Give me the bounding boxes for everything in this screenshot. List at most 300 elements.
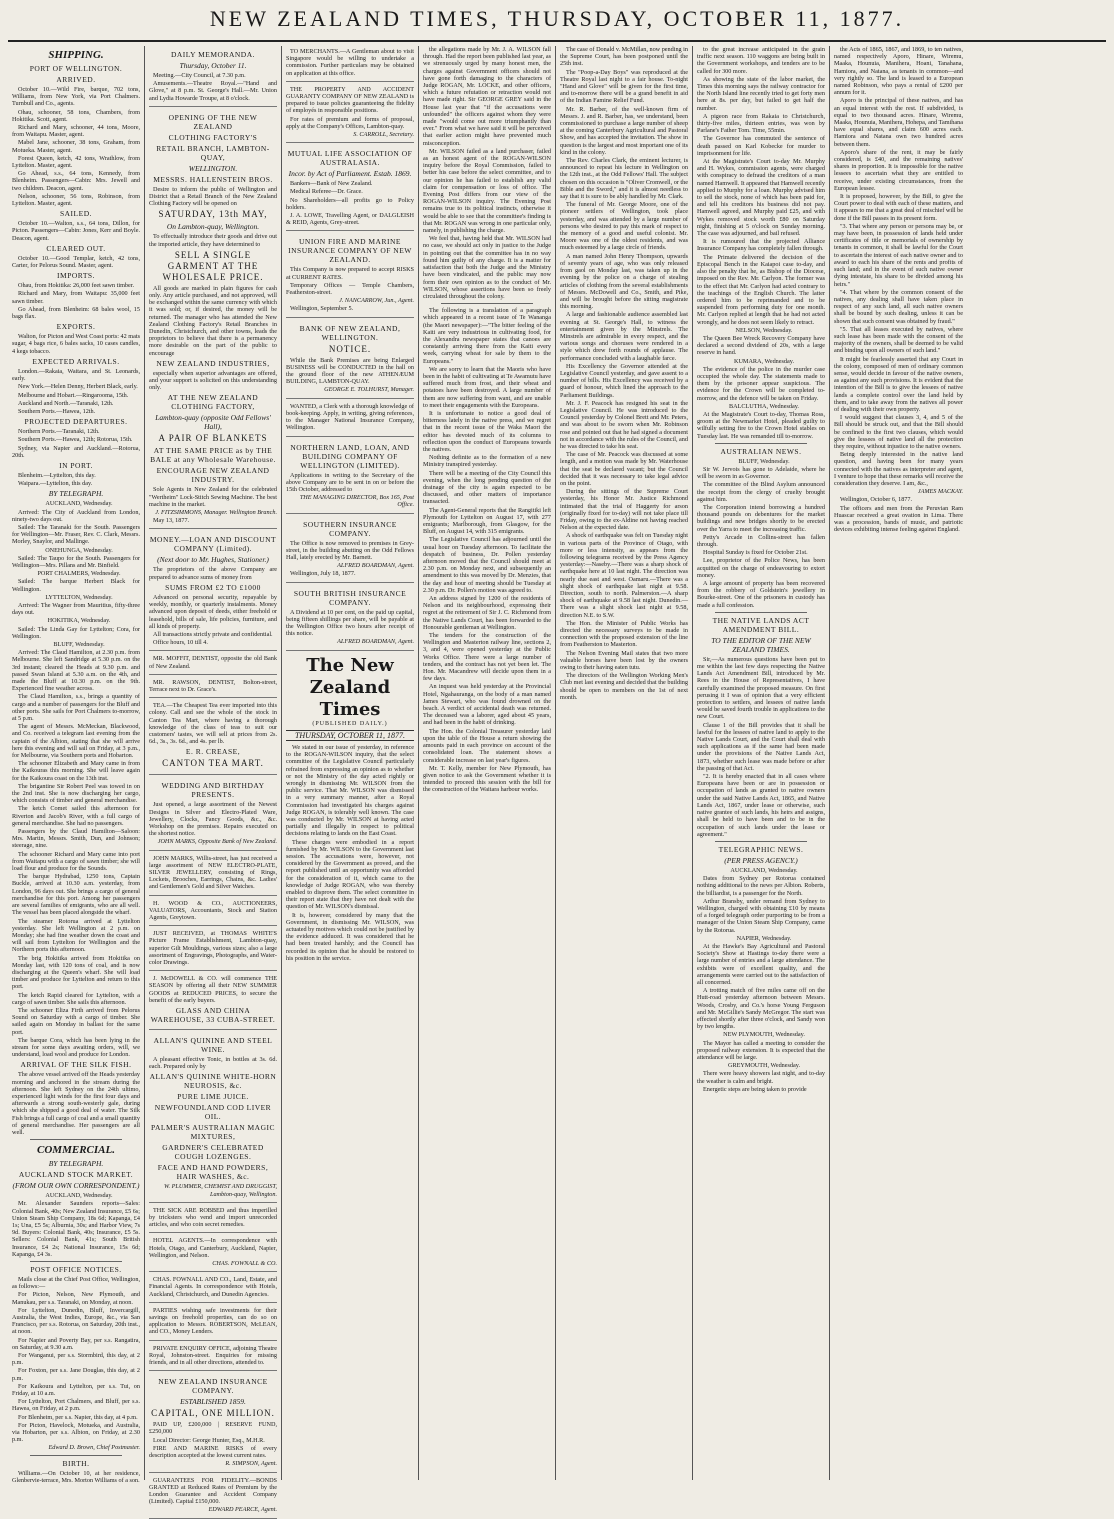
list-item: Melbourne and Hobart.—Ringarooma, 15th. xyxy=(18,391,129,399)
ad-tea-mart xyxy=(149,700,277,775)
ad-heading: ENCOURAGE NEW ZEALAND INDUSTRY. xyxy=(156,466,270,485)
dateline: HOKITIKA, Wednesday. xyxy=(47,617,111,625)
paragraph: His Excellency the Governor attended at the Legislative Council yesterday, and gave assent to a number of bills. His Excellency was received by a guard of honour, which lined the approach to the Parliament Buildings. xyxy=(560,362,688,399)
paragraph: Mr. WILSON failed as a land purchaser, failed as an honest agent of the ROGAN-WILSON inquiry before the Royal Commission, failed to better his case before the select committee, and to our opinion he has failed to establish any valid claim for compensation or loss of office. The Evening Post differs from our view of the ROGAN-WILSON inquiry. The Evening Post remains true to its political instincts, otherwise it would be able to see that the committee's finding is that Mr. ROGAN was wrong in one particular only, namely, in publishing the charge. xyxy=(423,147,551,235)
to-editor-line: TO THE EDITOR OF THE NEW ZEALAND TIMES. xyxy=(711,635,811,654)
list-item: New York.—Helen Denny, Herbert Black, early. xyxy=(18,383,138,391)
paragraph: For rates of premium and forms of proposal, apply at the Company's Offices, Lambton-quay. xyxy=(286,115,414,130)
ad-wanted-clerk xyxy=(286,401,414,437)
paragraph: The schooner Richard and Mary came into port from Waitapu with a cargo of sawn timber; she will load flour and produce for the Sounds. xyxy=(12,850,140,873)
flag-title: The New Zealand Times xyxy=(306,654,394,720)
columns xyxy=(8,46,1106,1514)
paragraph: The Hon. the Colonial Treasurer yesterday laid upon the table of the House a return showing the amounts paid in each province on account of the consolidated loan. The statement shows a considerable increase on last year's figures. xyxy=(423,727,551,764)
paragraph: Arrived: The Claud Hamilton, at 2.30 p.m. from Melbourne. She left Sandridge at 5.30 p.m. on the 3rd instant; cleared the Heads at 9.30 p.m. and passed Swan Island at 5.30 a.m. on the 4th, and made the Bluff at 10.30 p.m. on the 9th. Experienced fine weather across. xyxy=(12,649,140,693)
paragraph: Office hours, 10 till 4. xyxy=(153,639,208,647)
dateline: NEW PLYMOUTH, Wednesday. xyxy=(723,1031,805,1039)
paragraph: MR. RAWSON, DENTIST, Bolton-street, Terrace next to Dr. Grace's. xyxy=(149,678,277,693)
dateline: AUCKLAND, Wednesday. xyxy=(730,866,798,874)
ad-heading: BANK OF NEW ZEALAND, WELLINGTON. xyxy=(299,323,401,342)
paragraph: the Acts of 1865, 1867, and 1869, to ten natives, named respectively Aporo, Hinare, Wiremu, Maaka, Hounuia, Manihera, Hoani, Tanahana, Hamiora, and Natana, as tenants in common—and very rightly so. The land is leased to a European named Robinson, who pays a rental of £200 per annum for it. xyxy=(834,46,963,97)
projected-heading: PROJECTED DEPARTURES. xyxy=(24,417,128,427)
paragraph: Lee, proprietor of the Police News, has been acquitted on the charge of endeavouring to extort money. xyxy=(697,557,825,579)
paragraph: There were heavy showers last night, and to-day the weather is calm and bright. xyxy=(697,1070,825,1085)
flag-subtitle: (PUBLISHED DAILY.) xyxy=(312,720,388,727)
ad-fownall xyxy=(149,1274,277,1303)
paragraph: Petty's Arcade in Collins-street has fallen through. xyxy=(697,533,825,548)
paragraph: Sailed: The barque Herbert Black for Wellington. xyxy=(12,578,140,593)
list-item: Ohau, schooner, 58 tons, Chambers, from Hokitika. Scott, agent. xyxy=(12,108,140,123)
paragraph: The ketch Rapid cleared for Lyttelton, with a cargo of sawn timber. She sails this afternoon. xyxy=(12,991,140,1006)
paragraph: The committee of the Blind Asylum announced the receipt from the clergy of cruelty brought against him. xyxy=(697,481,825,503)
signature: J. FITZSIMMONS, Manager. Wellington Branch. xyxy=(155,509,277,517)
list-item: Walton, for Picton and West Coast ports: 42 mats sugar, 4 bags rice, 6 bales sacks, 10 cases candles, 4 kegs tobacco. xyxy=(12,333,140,355)
paragraph: Amusements.—Theatre Royal.—"Hand and Glove," at 8 p.m. St. George's Hall.—Mr. Union and Lydia Howarde Troupe, at 8 o'clock. xyxy=(149,80,277,102)
paragraph: Sir,—As numerous questions have been put to me within the last few days respecting the Native Lands Act Amendment Bill, introduced by Mr. Rees in the House of Representatives, I have carefully examined the proposed measure. On first perusing it I was of opinion that a very efficient protection to settlers, and lessees of native lands would be saved fourth trouble in applications to the new Court. xyxy=(697,655,825,721)
signature: GEORGE E. TOLHURST, Manager. xyxy=(324,386,414,394)
ad-heading: ALLAN'S QUININE WHITE-HORN NEUROSIS, &c. xyxy=(149,1072,277,1091)
ad-heading: RETAIL BRANCH, LAMBTON-QUAY, xyxy=(156,143,270,162)
ad-southern-insurance xyxy=(286,516,414,583)
ad-subheading: WELLINGTON. xyxy=(188,163,238,173)
flag-date: THURSDAY, OCTOBER 11, 1877. xyxy=(286,730,414,741)
memo-heading: DAILY MEMORANDA. xyxy=(170,50,256,59)
silk-fish-heading: ARRIVAL OF THE SILK FISH. xyxy=(20,1060,132,1070)
paragraph: Energetic steps are being taken to provide xyxy=(703,1085,807,1093)
ad-loan-company xyxy=(149,531,277,651)
paragraph: WANTED, a Clerk with a thorough knowledge of book-keeping. Apply, in writing, giving references, to the Manager National Insurance Company, Wellington. xyxy=(286,402,414,432)
ad-date: Wellington, September 5. xyxy=(290,305,354,313)
paragraph: The brig Hokitika arrived from Hokitika on Monday last, with 120 tons of coal, and is now discharging at the Queen's wharf. She will load timber and produce for Lyttelton and return to this port. xyxy=(12,954,140,991)
paragraph: The Claud Hamilton, s.s., brings a quantity of cargo and a number of passengers for the Bluff and other ports. She sails for Port Chalmers to-morrow, at 5 p.m. xyxy=(12,693,140,723)
letter-date: Wellington, October 6, 1877. xyxy=(840,496,913,504)
paragraph: The Governor has commuted the sentence of death passed on Karl Kobecke for murder to imprisonment for life. xyxy=(697,135,825,157)
paragraph: Sailed: The Linda Gay for Lyttelton; Cora, for Wellington. xyxy=(12,625,140,640)
press-agency-line: (PER PRESS AGENCY.) xyxy=(724,855,798,865)
paragraph: Mr. J. F. Peacock has resigned his seat in the Legislative Council. He was introduced to the Council yesterday by Colonel Brett and Mr. Peters, and was about to be sworn when Mr. Robinson rose and pointed out that he had signed a document not in accordance with the rules of the Council, and he was directed to take his seat. xyxy=(560,399,688,450)
ad-wedding-presents xyxy=(149,777,277,850)
paragraph: The Hon. the Minister of Public Works has directed the necessary surveys to be made in connection with the proposed extension of the line from Featherston to Masterton. xyxy=(560,619,688,649)
ad-heading: GLASS AND CHINA WAREHOUSE, 33 CUBA-STREET. xyxy=(150,1006,276,1025)
list-item: Sydney, via Napier and Auckland.—Rotorua, 20th. xyxy=(12,444,140,459)
list-item: For Lyttelton, Port Chalmers, and Bluff, per s.s. Hawea, on Friday, at 2 p.m. xyxy=(12,1398,140,1413)
paragraph: A pigeon race from Rakaia to Christchurch, thirty-five miles, thirteen entries, was won by Parlane's Father Tom. Time, 55min. xyxy=(697,112,825,135)
paragraph: Sole Agents in New Zealand for the celebrated "Wertheim" Lock-Stitch Sewing Machine. The best machine in the market. xyxy=(149,486,277,508)
paragraph: Williams.—On October 10, at her residence, Glenbervie-terrace, Mrs. Morton Williams of a son. xyxy=(12,1469,140,1484)
ad-heading: AT THE NEW ZEALAND CLOTHING FACTORY, xyxy=(167,393,259,412)
subheading: (FROM OUR OWN CORRESPONDENT.) xyxy=(12,1181,140,1191)
dateline: BALCLUTHA, Wednesday. xyxy=(729,402,799,410)
list-item: Auckland and North.—Taranaki, 12th. xyxy=(18,399,114,407)
paragraph: Meeting.—City Council, at 7.30 p.m. xyxy=(153,72,246,79)
paragraph: The directors of the Wellington Working Men's Club met last evening and decided that the building should be open to members on the 1st of next month. xyxy=(560,672,688,701)
ad-heading: E. R. CREASE, xyxy=(185,747,241,757)
column-3 xyxy=(282,46,419,1480)
paragraph: To effectually introduce their goods and drive out the imported article, they have determined to xyxy=(149,233,277,248)
paragraph: The Office is now removed to premises in Grey-street, in the building abutting on the Odd Fellows Hall, lately erected by Mr. Barnett. xyxy=(286,539,414,561)
dateline: GREYMOUTH, Wednesday. xyxy=(727,1062,801,1070)
dateline: AUCKLAND, Wednesday. xyxy=(45,1192,113,1200)
list-item: For Picton, Nelson, New Plymouth, and Manukau, per s.s. Taranaki, on Monday, at noon. xyxy=(12,1291,140,1306)
paragraph: The "Poop-a-Day Boys" was reproduced at the Theatre Royal last night to a fair house. To-night "Hand and Glove" will be given for the first time, and to-morrow there will be a grand benefit in aid of the Indian Famine Relief Fund. xyxy=(560,68,688,105)
paragraph: to the great increase anticipated in the grain traffic next season. 110 waggons are being built in the Government workshops, and tenders are to be called for 300 more. xyxy=(697,46,825,75)
paragraph: The Nelson Evening Mail states that two more valuable horses have been lost by the owners owing to their having eaten tutu. xyxy=(560,649,688,672)
paragraph: Mails close at the Chief Post Office, Wellington, as follows:— xyxy=(12,1276,140,1291)
paragraph: FIRE AND MARINE RISKS of every description accepted at the lowest current rates. xyxy=(149,1444,277,1460)
paragraph: The evidence of the police in the murder case occupied the whole day. The statements made to them by the prisoner appear suspicious. The evidence for the Crown will be completed to-morrow, and the defence will be taken on Friday. xyxy=(697,365,825,402)
column-2 xyxy=(145,46,282,1514)
paragraph: No Shareholders—all profits go to Policy holders. xyxy=(286,196,414,211)
list-item: Richard and Mary, from Waitapu: 35,000 feet sawn timber. xyxy=(12,290,140,305)
ad-mutual-life xyxy=(286,145,414,231)
ad-display-line: A PAIR OF BLANKETS xyxy=(158,433,268,444)
masthead-rule xyxy=(8,40,1106,42)
paragraph: All goods are marked in plain figures for cash only. Any article purchased, and not approved, will be exchanged within the same currency with which it was sold; or, if desired, the money will be returned. The manager who has attended the New Zealand Clothing Factory's Retail Branches in Dunedin, Christchurch, and other towns, leads the proprietors to believe that there is a permanency more desirable on the part of the public to encourage xyxy=(149,284,277,357)
birth-heading: BIRTH. xyxy=(62,1458,90,1468)
australian-news-heading: AUSTRALIAN NEWS. xyxy=(720,446,802,456)
ad-guarantees xyxy=(149,1475,277,1519)
signature: S. CARROLL, Secretary. xyxy=(353,131,414,139)
ad-hotel-agents xyxy=(149,1235,277,1272)
paragraph: Desire to inform the public of Wellington and District that a Retail Branch of the New Zealand Clothing Factory will be opened on xyxy=(149,185,277,208)
paragraph: J. A. LOWE, Travelling Agent, or DALGLEISH & REID, Agents, Grey-street. xyxy=(286,212,414,227)
dateline: NELSON, Wednesday. xyxy=(735,326,793,334)
paragraph: Arthur Bransby, under remand from Sydney to Wellington, charged with obtaining £10 by means of a forged telegraph order purporting to be from a manager of the Union Steam Ship Company, came by the Rotorua. xyxy=(697,897,825,934)
paragraph: THE PROPERTY AND ACCIDENT GUARANTY COMPANY OF NEW ZEALAND is prepared to issue policies guaranteeing the fidelity of employés in responsible positions. xyxy=(286,85,414,115)
divider xyxy=(30,1139,122,1140)
paragraph: Advanced on personal security, repayable by weekly, monthly, or quarterly instalments. Money advanced upon deposit of deeds, either freehold or leasehold, bills of sale, life policies, furniture, and all kinds of property. xyxy=(149,593,277,630)
paragraph: Sir W. Jervois has gone to Adelaide, where he will be sworn in as Governor. xyxy=(697,465,825,481)
signature: ALFRED BOARDMAN, Agent. xyxy=(337,638,414,646)
paragraph: A trotting match of five miles came off on the Hutt-road yesterday afternoon between Messrs. Woods, Crosby, and Co.'s horse Young Ferguson and Mr. McGillie's Sandy McGregor. The start was effected shortly after three o'clock, and Sandy won by two lengths. xyxy=(697,987,825,1031)
divider xyxy=(715,612,807,613)
ad-date: Wellington, July 18, 1877. xyxy=(290,570,356,578)
ad-investments xyxy=(149,1305,277,1341)
ad-sick xyxy=(149,1205,277,1234)
ad-subheading: On Lambton-quay, Wellington. xyxy=(166,222,260,232)
column-6 xyxy=(693,46,830,1480)
signature: R. SIMPSON, Agent. xyxy=(225,1460,277,1468)
paragraph: Just opened, a large assortment of the Newest Designs in Silver and Electro-Plated Ware, Jewellery, Clocks, Fancy Goods, &c., &c. Workshop on the premises. Repairs executed on the shortest notice. xyxy=(149,801,277,838)
ad-heading: NEW ZEALAND INSURANCE COMPANY. xyxy=(158,1377,268,1396)
ad-heading: GARDNER'S CELEBRATED COUGH LOZENGES. xyxy=(162,1143,264,1162)
paragraph: The Queen Bee Wreck Recovery Company have declared a second dividend of 20s, with a large reserve in hand. xyxy=(697,334,825,357)
ad-heading: PURE LIME JUICE. xyxy=(177,1092,249,1102)
column-1 xyxy=(8,46,145,1484)
list-item: Mabel Jane, schooner, 38 tons, Graham, from Motueka. Master, agent. xyxy=(12,139,140,154)
paragraph: Aporo's share of the rent, it may be fairly considered, is £40, and the remaining natives' shares in proportion. It is impossible for the native lessees to ascertain what they are entitled to receive, under existing circumstances, from the European lessee. xyxy=(834,148,963,192)
paragraph: The tenders for the construction of the Wellington and Masterton railway line, sections 2, 3, and 4, were opened yesterday at the Public Works Office. There were a large number of tenders, and the contract has not yet been let. The Hon. Mr. Macandrew will decide upon them in a few days. xyxy=(423,632,551,683)
list-item: For Blenheim, per s.s. Napier, this day, at 4 p.m. xyxy=(18,1413,138,1421)
paragraph: Passengers by the Claud Hamilton—Saloon: Mrs. Martin, Messrs. Smith, Dun, and Johnson; steerage, nine. xyxy=(12,828,140,850)
ad-dentist-moffit xyxy=(149,653,277,674)
divider xyxy=(441,303,533,304)
paragraph: We are sorry to learn that the Maoris who have been in the habit of cultivating at Te Awamutu have suffered much from frost, and their wheat and potatoes have been destroyed. A large number of them are now suffering from want, and are unable to meet their engagements with the Europeans. xyxy=(423,365,551,409)
shipping-heading: SHIPPING. xyxy=(48,49,104,61)
memo-date: Thursday, October 11. xyxy=(179,61,247,70)
paragraph: Bankers—Bank of New Zealand. xyxy=(290,180,373,188)
ad-heading: WEDDING AND BIRTHDAY PRESENTS. xyxy=(161,781,265,800)
ad-heading: SOUTH BRITISH INSURANCE COMPANY. xyxy=(293,588,407,607)
paragraph: TEA.—The Cheapest Tea ever imported into this colony. Call and see the whole of the stock in Canton Tea Mart, where having a thorough knowledge of the class of teas to suit our customers' tastes, we will sell at prices from 2s. 6d., 3s., 3s. 6d., and 4s. per lb. xyxy=(149,702,277,746)
signature: EDWARD PEARCE, Agent. xyxy=(208,1506,277,1514)
column-5 xyxy=(556,46,693,1480)
ad-heading: AT THE SAME PRICE as by THE BALE at any Wholesale Warehouse. xyxy=(150,446,276,465)
paragraph: THE SICK ARE ROBBED and thus imperilled by tricksters who vend and import unrecorded articles, and who coin secret remedies. xyxy=(149,1206,277,1229)
paragraph: JUST RECEIVED, at THOMAS WHITE'S Picture Frame Establishment, Lambton-quay, superior Gilt Mouldings, various sizes; also a large assortment of Engravings, Photographs, and Water-color Drawings. xyxy=(149,930,277,966)
paragraph: Local Director: George Hunter, Esq., M.H.R. xyxy=(153,1436,265,1444)
paragraph: CHAS. FOWNALL AND CO., Land, Estate, and Financial Agents. In correspondence with Hotels, Auckland, Christchurch, and Dunedin Agencies. xyxy=(149,1276,277,1298)
in-port-heading: IN PORT. xyxy=(59,460,93,470)
ad-heading: CLOTHING FACTORY'S xyxy=(168,132,258,142)
ad-merchants xyxy=(286,46,414,82)
paragraph: H. WOOD & CO., AUCTIONEERS, VALUATORS, Accountants, Stock and Station Agents, Greytown. xyxy=(149,899,277,921)
paragraph: It is rumoured that the projected Alliance Insurance Company has completely fallen through. xyxy=(697,238,825,253)
paragraph: A large amount of property has been recovered from the robbery of Goldstein's jewellery in Bourke-street. One of the prisoners in custody has made a full confession. xyxy=(697,580,825,609)
paragraph: A shock of earthquake was felt on Tuesday night in various parts of the Province of Otago, with more or less intensity, as appears from the following telegrams received by the Press Agency yesterday:—Naseby.—There was a sharp shock of earthquake here at 10 last night. The direction was nearly due east and west. Oamaru.—There was a slight shock of earthquake last night at 9.58. Direction, south to north. Palmerston.—A sharp shock of earthquake at 9.58 last night. Dunedin.—There was a slight shock last night at 9.58, direction N.E. to S.W. xyxy=(560,532,688,619)
signature: W. PLUMMER, CHEMIST AND DRUGGIST, Lambton-quay, Wellington. xyxy=(163,1183,277,1198)
cleared-heading: CLEARED OUT. xyxy=(46,243,106,253)
paragraph: These charges were embodied in a report furnished by Mr. WILSON to the Government last session. The accusations were, however, not considered by the Government as proved, and the report published until an opportunity was afforded for the consideration of it, which came to the knowledge of Judge ROGAN, who was thereby enabled to disprove them. The select committee in their report state that they have not dealt with the question of Mr. WILSON's dismissal. xyxy=(286,838,414,911)
list-item: October 10.—Good Templar, ketch, 42 tons, Carter, for Pelorus Sound. Master, agent. xyxy=(12,254,140,270)
paragraph: the allegations made by Mr. J. A. WILSON fall through. Had the report been published last year, as we strenuously urged by many honest men, the charges against Government officers should not have gone forth damaging to the characters of Judge ROGAN, Mr. LOCKE, and other officers, which a future refutation or retraction would not have made right. Sir GEORGE GREY said in the House last year that "if the accusations were unfounded" the officers against whom they were made "would come out more triumphantly than ever." From what we have said it will be perceived that earlier action might have prevented much misconception. xyxy=(423,46,551,147)
masthead xyxy=(0,6,1114,40)
ad-display-line: NOTICE. xyxy=(328,343,372,354)
paragraph: Clause 1 of the Bill provides that it shall be lawful for the lessees of native land to apply to the Native Lands Court, and the Court shall deal with such applications as if the same had been made under the provisions of the Native Lands Act, 1873, whether such lease was made before or after the passing of that Act. xyxy=(697,721,825,772)
paragraph: We feel that, having held that Mr. WILSON had no case, we should act only in justice to the Judge in pointing out that the committee has in no way found him guilty of any charge. It is a matter for satisfaction that both the Judge and the Ministry have been vindicated, and the public may now form their own opinion as to the conduct of Mr. WILSON, whose assertions have been so freely circulated throughout the colony. xyxy=(423,235,551,300)
paragraph: JOHN MARKS, Willis-street, has just received a large assortment of NEW ELECTRO-PLATE, SILVER JEWELLERY, consisting of Rings, Lockets, Brooches, Earrings, Chains, &c. Ladies' and Gentlemen's Gold and Silver Watches. xyxy=(149,854,277,891)
telegraphic-news-heading: TELEGRAPHIC NEWS. xyxy=(718,844,804,854)
paragraph: The agent of Messrs. McMeckan, Blackwood, and Co. received a telegram last evening from the captain of the Albion, stating that she will arrive here this evening and will sail on Friday, at 3 p.m., for Melbourne, via Southern ports and Hobarton. xyxy=(12,723,140,760)
post-office-heading: POST OFFICE NOTICES. xyxy=(30,1265,122,1275)
paragraph: HOTEL AGENTS.—In correspondence with Hotels, Otago, and Canterbury, Auckland, Napier, Wellington, and Nelson. xyxy=(149,1237,277,1259)
ad-heading: OPENING OF THE NEW ZEALAND xyxy=(168,112,258,131)
list-item: Richard and Mary, schooner, 44 tons, Moore, from Waitapu. Master, agent. xyxy=(12,124,140,139)
ad-heading: MUTUAL LIFE ASSOCIATION OF AUSTRALASIA. xyxy=(287,149,413,168)
news-column xyxy=(697,46,825,440)
paragraph: The Mayor has called a meeting to consider the proposed railway extension. It is expected that the attendance will be large. xyxy=(697,1039,825,1061)
ad-heading: PALMER'S AUSTRALIAN MAGIC MIXTURES, xyxy=(150,1123,275,1142)
paragraph: An address signed by 1200 of the residents of Nelson and its neighbourhood, expressing their regret at the retirement of Sir J. C. Richmond from the Native Lands Court, has been forwarded to the Honourable gentleman at Wellington. xyxy=(423,595,551,631)
dateline: KUMARA, Wednesday. xyxy=(734,357,794,365)
ad-wood-co xyxy=(149,898,277,927)
port-heading: PORT OF WELLINGTON. xyxy=(29,64,123,73)
leader-article xyxy=(286,744,414,962)
ad-display-line: CANTON TEA MART. xyxy=(162,758,264,769)
news-column xyxy=(423,46,551,794)
paragraph: "2. It is hereby enacted that in all cases where Europeans have been or are in possession or occupation of lands as granted to native owners under the said Native Lands Act, 1865, and Native Lands Act, 1867, under lease or otherwise, such native grantee of such lands, his heirs and assigns, shall be held to have been and to be in the occupation of such lands under the lease or agreement." xyxy=(697,773,825,838)
ad-heading: SUMS FROM £2 TO £1000 xyxy=(165,582,261,592)
ad-subheading: ESTABLISHED 1859. xyxy=(180,1397,246,1407)
paragraph: PARTIES wishing safe investments for their savings on freehold properties, can do so on application to Messrs. ROBERTSON, McLEAN, and CO., Money Lenders. xyxy=(149,1306,277,1336)
dateline: BLUFF, Wednesday. xyxy=(53,640,105,648)
paragraph: "5. That all leases executed by natives, where such lease has been made with the consent of the majority of the owners, shall be deemed to be valid and binding upon all owners of such land." xyxy=(834,325,963,355)
ad-heading: NEW ZEALAND INDUSTRIES, xyxy=(156,358,270,368)
paragraph: The schooner Elizabeth and Mary came in from the Kaikouras this morning. She will leave again for the Kaikoura coast on the 13th inst. xyxy=(12,760,140,782)
ad-heading: MESSRS. HALLENSTEIN BROS. xyxy=(153,174,273,184)
paragraph: There will be a meeting of the City Council this evening, when the long pending question of the drainage of the city is again expected to be discussed, and other matters of importance transacted. xyxy=(423,469,551,506)
ad-daily-memoranda xyxy=(149,46,277,107)
dateline: PORT CHALMERS, Wednesday. xyxy=(37,570,121,578)
ad-dentist-rawson xyxy=(149,677,277,698)
paragraph: Being deeply interested in the native land question, and having been for many years connected with the natives as interpreter and agent, I venture to hope that these remarks will receive the consideration they deserve. I am, &c., xyxy=(834,451,963,487)
ad-heading: SOUTHERN INSURANCE COMPANY. xyxy=(303,519,397,538)
ad-property-guaranty xyxy=(286,84,414,143)
paragraph: It is, however, considered by many that the Government, in dismissing Mr. WILSON, was actuated by motives which could not be justified by the evidence adduced. It was considered that he had been treated harshly; and the Council has recorded its opinion that he should be restored to his position in the service. xyxy=(286,911,414,962)
paragraph: Mr. T. Kelly, member for New Plymouth, has given notice to ask the Government whether it is intended to proceed this session with the bill for the construction of the Waitara harbour works. xyxy=(423,764,551,794)
paragraph: Mr. Alexander Saunders reports—Sales: Colonial Bank, 40s; New Zealand Insurance, £5 6s; Union Steam Ship Company, 18s 6d; Kapanga, £4 1s; Una, £5 5s; Alburnia, 30s; and Harbor View, 7s 9d. Buyers: Colonial Bank, 40s; Insurance, £5 5s. Sellers: Colonial Bank, 41s; South British Insurance, £4 2s; National Insurance, 15s 6d; Kapanga, £4 3s. xyxy=(12,1200,140,1258)
ad-bank-nz xyxy=(286,320,414,399)
letter-continuation xyxy=(834,46,963,533)
paragraph: At the Magistrate's Court to-day, Thomas Ross, groom at the Newmarket Hotel, pleaded guilty to wilfully setting fire to the Crown Hotel stables on Tuesday last. He was remanded till to-morrow. xyxy=(697,410,825,440)
paragraph: The barque Hydrabad, 1250 tons, Captain Buckle, arrived at 10.30 a.m. yesterday, from London, 96 days out. She brings a cargo of general merchandise for this port. Among her passengers are several families of emigrants, who are all well. The vessel has been placed alongside the wharf. xyxy=(12,873,140,917)
list-item: For Kaikoura and Lyttelton, per s.s. Tui, on Friday, at 10 a.m. xyxy=(12,1382,140,1398)
ad-john-marks xyxy=(149,853,277,896)
list-item: October 10.—Walton, s.s., 64 tons, Dillon, for Picton. Passengers—Cabin: Jones, Kerr and Boyle. Deacon, agent. xyxy=(12,220,140,242)
dateline: NAPIER, Wednesday. xyxy=(736,934,792,942)
paragraph: "4. That where by the common consent of the natives, any dealing shall have taken place in respect of any such land, all such native owners shall be bound by such dealing, unless it can be shown that such consent was obtained by fraud." xyxy=(834,288,963,325)
paragraph: The Rev. Charles Clark, the eminent lecturer, is announced to repeat his lecture in Wellington on the 12th inst., at the Odd Fellows' Hall. The subject chosen on this occasion is "Oliver Cromwell, or the Bible and the Sword," and it is almost needless to say that it is sure to be ably handled by Mr. Clark. xyxy=(560,157,688,201)
paragraph: This Company is now prepared to accept RISKS at CURRENT RATES. xyxy=(286,266,414,281)
editorial-flag xyxy=(286,655,414,741)
paragraph: As showing the state of the labor market, the Times this morning says the railway contractor for the North Island line recently tried to get forty men here at 8s. per day, but failed to get half the number. xyxy=(697,75,825,112)
divider xyxy=(715,841,807,842)
exports-heading: EXPORTS. xyxy=(56,322,96,332)
list-item: Forest Queen, ketch, 42 tons, Wrathlow, from Lyttelton. Master, agent. xyxy=(12,154,140,170)
list-item: Northern Ports.—Taranaki, 12th. xyxy=(18,428,100,436)
divider xyxy=(715,443,807,444)
paragraph: The brigantine Sir Robert Peel was towed in on the 2nd inst. She is now discharging her cargo, which consists of timber and general merchandise. xyxy=(12,782,140,805)
paragraph: Aporo is the principal of these natives, and has an equal interest with the rest. If subdivided, is equal to two thousand acres. Hinare, Wiremu, Maaka, Hounuia, Manihera, Hohepa, and Tamihana have equal shares, and claim 600 acres each. Hamiora and Natana own two hundred acres between them. xyxy=(834,97,963,148)
paragraph: The Legislative Council has adjourned until the usual hour on Tuesday afternoon. To facilitate the despatch of business, Dr. Pollen yesterday afternoon moved that the Council should meet at 2.30 p.m. on Monday next, and subsequently an amendment to this was moved by Dr. Menzies, that the day and hour of meeting should be Tuesday at 2.30 p.m. Dr. Pollen's motion was agreed to. xyxy=(423,536,551,594)
paragraph: PAID UP, £200,000 | RESERVE FUND, £250,000 xyxy=(149,1421,277,1436)
paragraph: The case of Mr. Peacock was discussed at some length, and a motion was made by Mr. Waterhouse that the seat be declared vacant; but the Council decided that it was necessary to take legal advice on the point. xyxy=(560,451,688,487)
list-item: For Lyttelton, Dunedin, Bluff, Invercargill, Australia, the West Indies, Europe, &c., via San Francisco, per s.s. Rotorua, on Saturday, 20th inst., at noon. xyxy=(12,1306,140,1336)
ad-subheading: Incor. by Act of Parliament. Estab. 1869. xyxy=(288,169,412,179)
list-item: Ohau, from Hokitika: 26,000 feet sawn timber. xyxy=(18,282,134,290)
news-column xyxy=(560,46,688,701)
list-item: October 10.—Wild Fire, barque, 702 tons, Williams, from New York, via Port Chalmers. Turnbull and Co., agents. xyxy=(12,86,140,108)
by-telegraph-heading: BY TELEGRAPH. xyxy=(48,489,104,499)
divider xyxy=(30,1455,122,1456)
paragraph: Arrived: The Wagner from Mauritius, fifty-three days out. xyxy=(12,601,140,617)
ad-heading: UNION FIRE AND MARINE INSURANCE COMPANY OF NEW ZEALAND. xyxy=(288,237,412,265)
ad-display-line: CAPITAL, ONE MILLION. xyxy=(151,1408,275,1419)
paragraph: GUARANTEES FOR FIDELITY.—BONDS GRANTED at Reduced Rates of Premium by the London Guarantee and Accident Company (Limited). Capital £150,000. xyxy=(149,1476,277,1506)
native-lands-heading: THE NATIVE LANDS ACT AMENDMENT BILL. xyxy=(712,615,810,634)
list-item: Southern Ports.—Hawea, 12th. xyxy=(18,407,96,415)
paragraph: The barque Cora, which has been lying in the stream for some days awaiting orders, will, we understand, load wool and produce for London. xyxy=(12,1036,140,1059)
dateline: AUCKLAND, Wednesday. xyxy=(45,500,113,508)
paragraph: Nothing definite as to the formation of a new Ministry transpired yesterday. xyxy=(423,454,551,469)
paragraph: The steamer Rotorua arrived at Lyttelton yesterday. She left Wellington at 2 p.m. on Monday; she had fine weather down the coast and will sail from Lyttelton for Wellington and the Northern ports this afternoon. xyxy=(12,917,140,954)
paragraph: The ketch Comet sailed this afternoon for Riverton and Jacob's River, with a full cargo of general merchandise. She had no passengers. xyxy=(12,805,140,827)
list-item: For Picton, Havelock, Motueka, and Australia, via Hobarton, per s.s. Albion, on Friday, at 2.30 p.m. xyxy=(12,1421,140,1444)
ad-heading: NEWFOUNDLAND COD LIVER OIL. xyxy=(154,1103,272,1122)
imports-heading: IMPORTS. xyxy=(57,271,95,281)
signature: Edward D. Brown, Chief Postmaster. xyxy=(48,1444,140,1452)
ad-heading: MONEY.—LOAN AND DISCOUNT COMPANY (Limited). xyxy=(149,535,277,554)
ad-just-received xyxy=(149,928,277,971)
paragraph: PRIVATE ENQUIRY OFFICE, adjoining Theatre Royal, Johnston-street. Enquiries for missing friends, and in all other directions, attended to. xyxy=(149,1344,277,1367)
ad-subheading: Lambton-quay (opposite Odd Fellows' Hall), xyxy=(155,413,271,432)
signature: CHAS. FOWNALL & CO. xyxy=(212,1260,277,1268)
ad-union-fire xyxy=(286,233,414,317)
ad-display-line: SELL A SINGLE GARMENT AT THE WHOLESALE PRICE. xyxy=(162,249,264,282)
paragraph: I would suggest that clauses 3, 4, and 5 of the Bill should be struck out, and that the Bill should be confined to the first two clauses, which would give the lessees of native land all the protection they require, without injustice to the native owners. xyxy=(834,414,963,450)
ad-heading: FACE AND HAND POWDERS, HAIR WASHES, &c. xyxy=(157,1163,269,1182)
arrived-heading: ARRIVED. xyxy=(56,75,96,84)
paragraph: A large and fashionable audience assembled last evening at St. George's Hall, to witness the entertainment given by the Minstrels. The Minstrels are admirable in every respect, and the various songs and choruses were rendered in a style which drew forth rounds of applause. The performance concluded with a laughable farce. xyxy=(560,311,688,362)
ad-south-british xyxy=(286,585,414,651)
paragraph: It might be fearlessly asserted that any Court in the colony, composed of men of ordinary common sense, would decide in favour of the native owners, as against any such provisions. It is evident that the intention of the Bill is to give the lessees of native lands a complete control over the land held by them, and to take away from the natives all power of dealing with their own property. xyxy=(834,355,963,413)
list-item: For Wanganui, per s.s. Stormbird, this day, at 2 p.m. xyxy=(12,1352,140,1367)
paragraph: The Corporation intend borrowing a hundred thousand pounds on debentures for the market buildings and new bridges shortly to be erected over the Yarra to meet the increasing traffic. xyxy=(697,503,825,533)
expected-heading: EXPECTED ARRIVALS. xyxy=(32,356,120,366)
ad-allan-quinine xyxy=(149,1032,277,1203)
letter-signature: JAMES MACKAY. xyxy=(917,488,963,496)
paragraph: The funeral of Mr. George Moore, one of the pioneer settlers of Wellington, took place yesterday, and was attended by a large number of persons who desired to pay this mark of respect to the memory of a good and useful colonist. Mr. Moore was one of the oldest residents, and was much esteemed by a large circle of friends. xyxy=(560,201,688,252)
paragraph: At the Magistrate's Court to-day Mr. Murphy and H. Wykes, commission agents, were charged with conspiracy to defraud the creditors of a man named Hamwell. It appeared that Hamwell recently applied to Murphy for a loan. Murphy advised him to sell the stock, none of which has been paid for, and tell his creditors his business did not pay. Hamwell agreed, and Murphy paid £25, and with Wykes removed stock worth £80 on Saturday night, finishing at 5 o'clock on Sunday morning. The case was adjourned, and bail refused. xyxy=(697,158,825,238)
ad-date: May 13, 1877. xyxy=(153,517,190,525)
list-item: London.—Rakaia, Waitara, and St. Leonards, early. xyxy=(12,367,140,383)
paragraph: While the Bank Premises are being Enlarged BUSINESS will be CONDUCTED in the hall on the ground floor of the new ATHENÆUM BUILDING, LAMBTON-QUAY. xyxy=(286,356,414,386)
commercial-heading: COMMERCIAL. xyxy=(37,1144,115,1157)
paragraph: All transactions strictly private and confidential. xyxy=(153,630,273,638)
list-item: Waipara.—Lyttelton, this day. xyxy=(18,480,93,488)
paragraph: It is unfortunate to notice a good deal of bitterness lately in the native press, and we regret that in the recent issue of the Waka Maori the editor has devoted much of its columns to reflection upon the conduct of Europeans towards the natives. xyxy=(423,409,551,453)
paragraph: especially when superior advantages are offered, and your support is solicited on this understanding only. xyxy=(149,369,277,392)
ad-mcdowell xyxy=(149,973,277,1030)
ad-heading: NORTHERN LAND, LOAN, AND BUILDING COMPANY OF WELLINGTON (LIMITED). xyxy=(290,442,410,470)
ad-nz-insurance xyxy=(149,1373,277,1472)
column-7 xyxy=(830,46,967,1480)
paragraph: The following is a translation of a paragraph which appeared in a recent issue of Te Wananga (the Maori newspaper):—"The bitter feeling of the Kaiti are very industrious in cultivating food, for the Alexandra newspaper states that canoes are constantly arriving there from the Kaiti every week, carrying wheat for sale by them to the Europeans." xyxy=(423,307,551,365)
dateline: LYTTELTON, Wednesday. xyxy=(45,593,113,601)
signature: J. NANCARROW, Jun., Agent. xyxy=(339,297,414,305)
paragraph: The officers and men from the Peruvian Ram Huascar received a great ovation in Lima. There was a procession, bands of music, and patriotic devices exhibiting intense feeling against England. xyxy=(834,504,963,534)
paragraph: Hospital Sunday is fixed for October 21st. xyxy=(703,549,808,557)
paragraph: At the Hawke's Bay Agricultural and Pastoral Society's Show at Hastings to-day there were a large number of entries and a large attendance. The exhibits were of excellent quality, and the arrangements were carried out to the satisfaction of all concerned. xyxy=(697,942,825,986)
ad-heading: ALLAN'S QUININE AND STEEL WINE. xyxy=(153,1036,273,1055)
paragraph: The Primate delivered the decision of the Episcopal Bench in the Kaiapoi case to-day, and also the penalty that he, as Bishop of the Diocese, imposed on the Rev. Mr. Carlyon. The former was to the effect that Mr. Carlyon had acted contrary to the teachings of the English Church. The latter ordered him to be reprimanded and to be suspended from performing duty for one month. Mr. Carlyon replied at length that he had not acted wrongly, and he does not seem likely to retract. xyxy=(697,253,825,326)
paragraph: TO MERCHANTS.—A Gentleman about to visit Singapore would be willing to undertake a commission. Further particulars may be obtained on application at this office. xyxy=(286,48,414,77)
ad-subheading: (Next door to Mr. Hughes, Stationer.) xyxy=(157,555,269,565)
subheading: BY TELEGRAPH. xyxy=(48,1159,104,1169)
paragraph: The proprietors of the above Company are prepared to advance sums of money from xyxy=(149,566,277,581)
masthead-title: NEW ZEALAND TIMES, THURSDAY, OCTOBER 11, 1877. xyxy=(209,6,905,31)
paragraph: "3. That where any person or persons may be, or may have been, in possession of lands held under certificates of title or memorials of ownership by tenants in common, it shall be lawful for the Court to ascertain the interest of each native owner and to award to each his share of the rents and profits of such land; and in the event of such native owner dying intestate, his share to be divided among his heirs." xyxy=(834,222,963,288)
sailed-heading: SAILED. xyxy=(59,209,93,219)
paragraph: Applications in writing to the Secretary of the above Company are to be sent in on or before the 15th October, addressed to xyxy=(286,471,414,493)
paragraph: An inquest was held yesterday at the Provincial Hotel, Ngahauranga, on the body of a man named James Stewart, who was found drowned on the beach. A verdict of accidental death was returned. The deceased was a laborer, aged about 45 years, and had been in the habit of drinking. xyxy=(423,683,551,727)
paragraph: A pleasant effective Tonic, in bottles at 3s. 6d. each. Prepared only by xyxy=(149,1056,277,1071)
signature: ALFRED BOARDMAN, Agent. xyxy=(337,562,414,570)
ad-display-line: SATURDAY, 13th MAY, xyxy=(158,209,268,220)
paragraph: The schooner Eliza Firth arrived from Pelorus Sound on Saturday with a cargo of timber. She sailed again on Monday in ballast for the same port. xyxy=(12,1006,140,1036)
list-item: Blenheim.—Lyttelton, this day. xyxy=(18,471,96,479)
paragraph: It is proposed, however, by the Bill, to give the Court power to deal with each of these matters, and it appears to me that a great deal of mischief will be done if the Bill passes in its present form. xyxy=(834,193,963,222)
ad-clothing-factory xyxy=(149,109,277,530)
dateline: ONEHUNGA, Wednesday. xyxy=(45,546,113,554)
list-item: For Foxton, per s.s. Jane Douglas, this day, at 2 p.m. xyxy=(12,1367,140,1382)
signature: JOHN MARKS, Opposite Bank of New Zealand. xyxy=(157,838,277,846)
ad-enquiry-office xyxy=(149,1343,277,1372)
paragraph: Sailed: The Taupo for the South. Passengers for Wellington—Mrs. Pillans and Mr. Binfield. xyxy=(12,554,140,569)
dateline: BLUFF, Wednesday. xyxy=(738,457,790,465)
paragraph: Sailed: The Taranaki for the South. Passengers for Wellington—Mr. Fraser, Rev. C. Clark, Messrs. Morley, Snaylor, and Mallinge. xyxy=(12,523,140,546)
paragraph: The above vessel arrived off the Heads yesterday morning and anchored in the stream during the afternoon. She left Sydney on the 24th ultimo, experienced light winds for the first four days and afterwards a strong south-westerly gale, during which she shipped a good deal of water. The Silk Fish brings a full cargo of coal and a small quantity of general merchandise. Her passengers are all well. xyxy=(12,1071,140,1136)
stock-market-heading: AUCKLAND STOCK MARKET. xyxy=(18,1170,134,1180)
